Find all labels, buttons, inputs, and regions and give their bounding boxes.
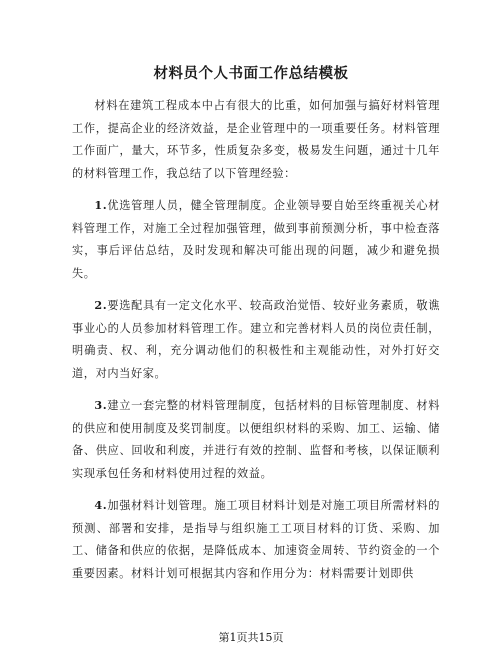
item-number: 2. <box>94 298 108 312</box>
item-text: 优选管理人员，健全管理制度。企业领导要自始至终重视关心材料管理工作，对施工全过程加强管理，做到事前预测分析，事中检查落实，事后评估总结，及时发现和解决可能出现的问题，减少和避免损失。 <box>72 199 440 280</box>
document-title: 材料员个人书面工作总结模板 <box>153 65 349 82</box>
list-item <box>72 494 440 585</box>
list-item <box>72 394 440 485</box>
document-body <box>72 95 440 594</box>
intro-paragraph: 材料在建筑工程成本中占有很大的比重，如何加强与搞好材料管理工作，提高企业的经济效益，是企业管理中的一项重要任务。材料管理工作面广，量大，环节多，性质复杂多变，极易发生问题，通过十几年的材料管理工作，我总结了以下管理经验： <box>72 99 440 180</box>
item-text: 建立一套完整的材料管理制度，包括材料的目标管理制度、材料的供应和使用制度及奖罚制度。以便组织材料的采购、加工、运输、储备、供应、回收和利废，并进行有效的控制、监督和考核，以保证顺利实现承包任务和材料使用过程的效益。 <box>72 399 440 480</box>
item-number: 4. <box>94 498 108 512</box>
item-number: 3. <box>94 398 108 412</box>
list-item <box>72 294 440 385</box>
item-text: 加强材料计划管理。施工项目材料计划是对施工项目所需材料的预测、部署和安排，是指导与组织施工工项目材料的订货、采购、加工、储备和供应的依据，是降低成本、加速资金周转、节约资金的一个重要因素。材料计划可根据其内容和作用分为：材料需要计划即供 <box>72 499 440 580</box>
item-number: 1. <box>94 198 108 212</box>
list-item <box>72 194 440 285</box>
page-number: 第1页共15页 <box>218 631 284 644</box>
item-text: 要选配具有一定文化水平、较高政治觉悟、较好业务素质，敬谯事业心的人员参加材料管理工作。建立和完善材料人员的岗位责任制，明确责、权、利，充分调动他们的积极性和主观能动性，对外打好交道，对内当好家。 <box>72 299 440 380</box>
